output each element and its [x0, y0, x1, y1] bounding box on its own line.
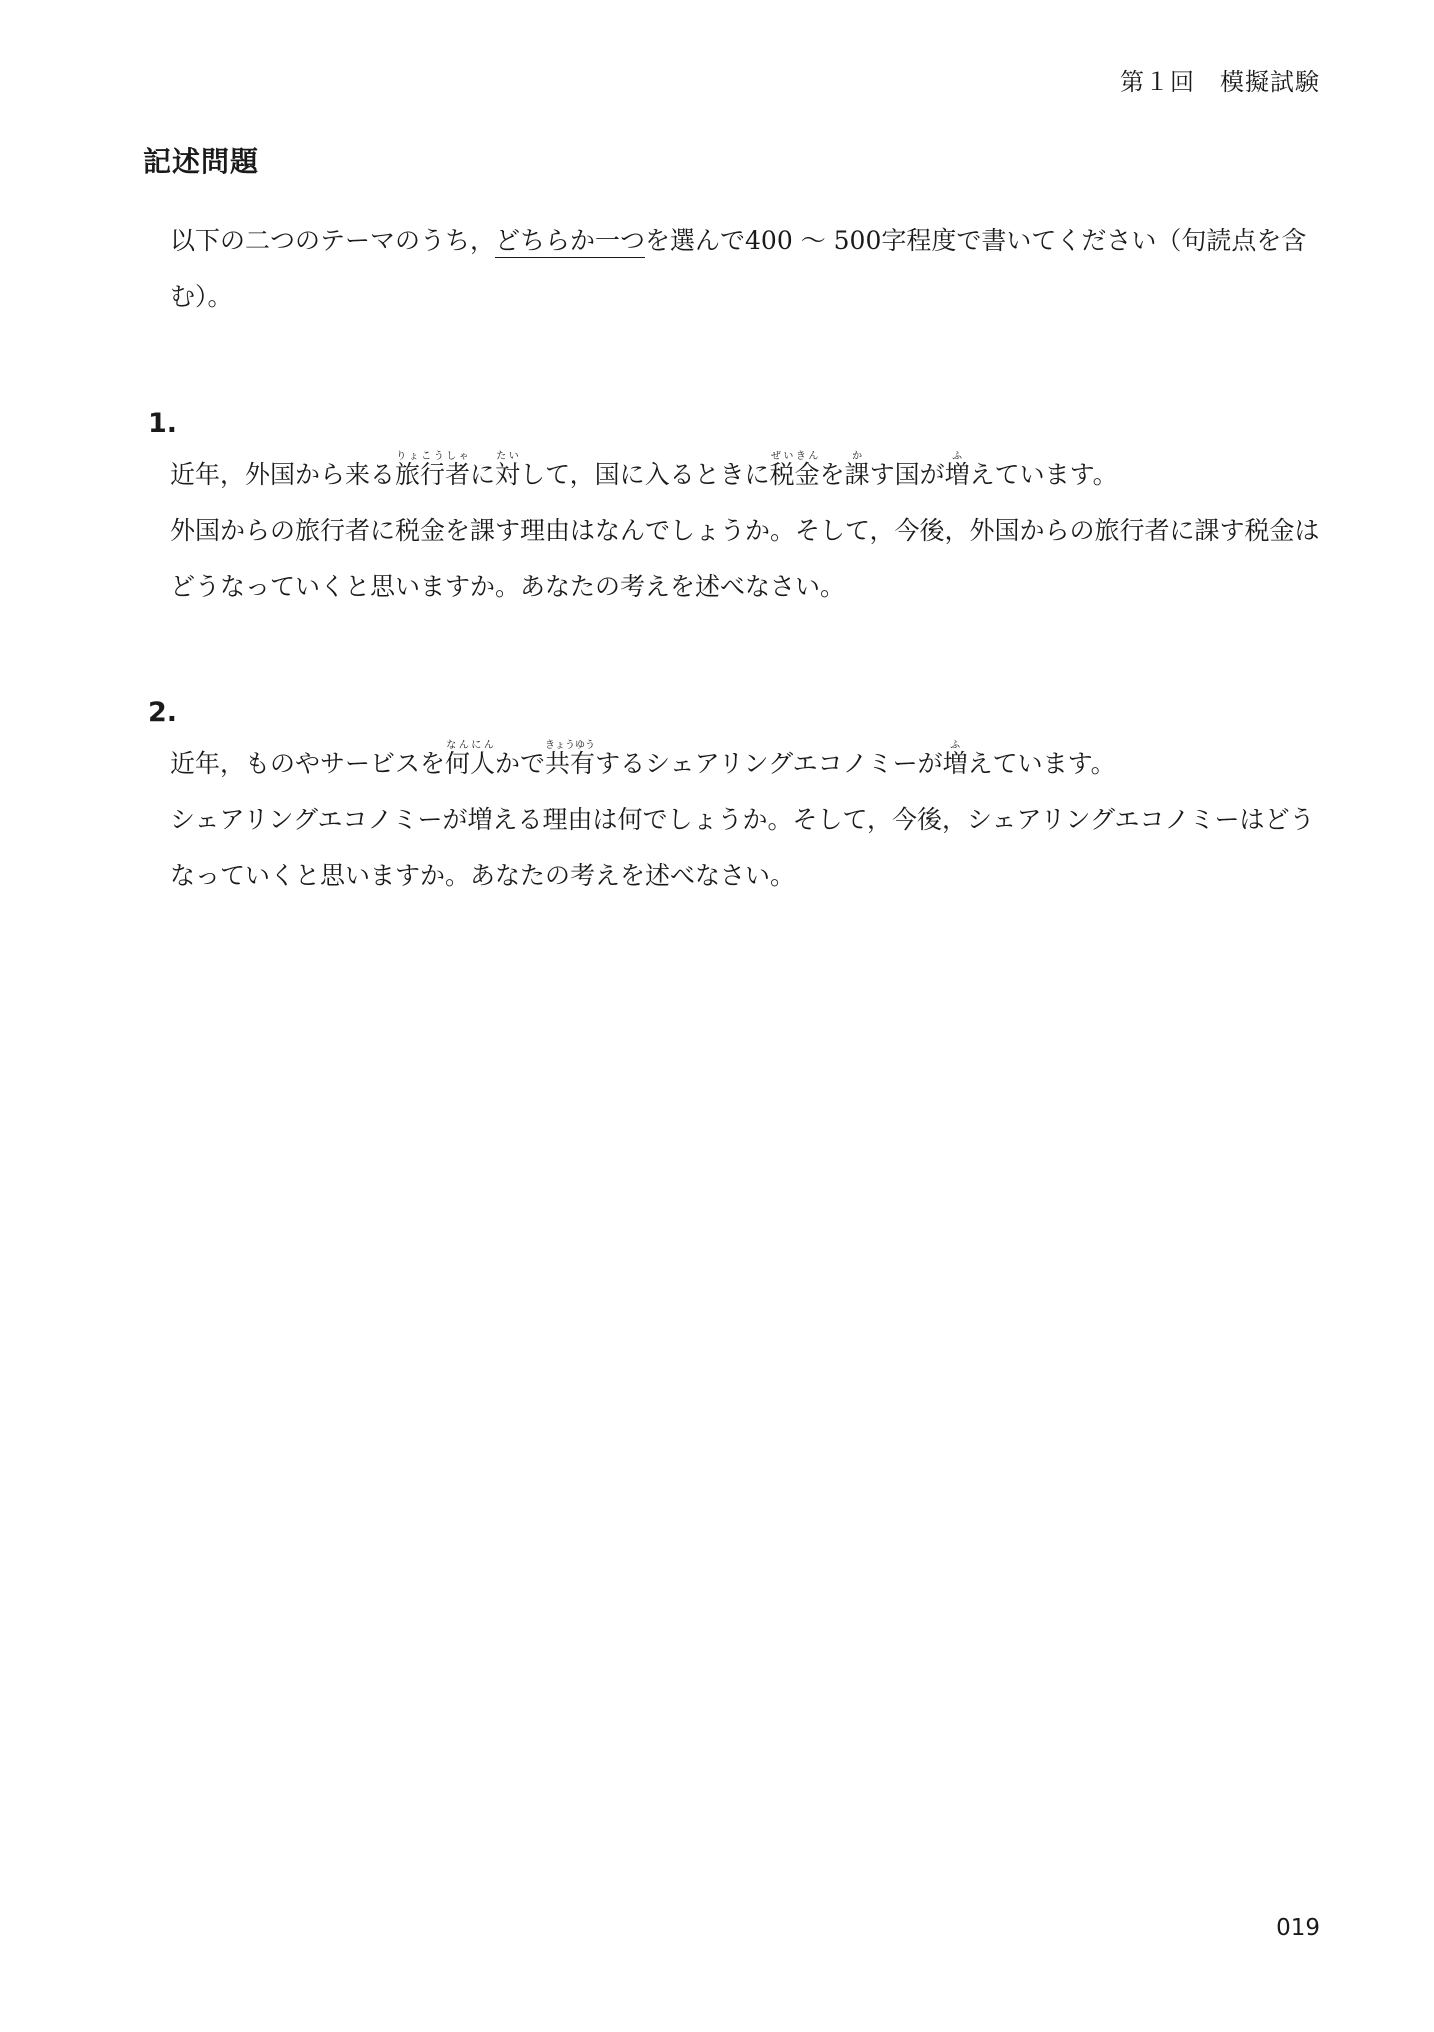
ruby-fu: [942, 740, 968, 778]
page-number: 019: [1276, 1915, 1320, 1941]
question-2-line-1: [143, 736, 1323, 792]
q1-text: に: [470, 460, 496, 489]
furigana: きょうゆう: [545, 740, 596, 751]
instructions-underlined: どちらか一つ: [495, 226, 645, 258]
furigana: か: [844, 451, 870, 462]
section-title: 記述問題: [143, 145, 260, 178]
furigana: ふ: [944, 451, 970, 462]
ruby-base: 増: [942, 749, 968, 778]
question-1-body: [143, 447, 1323, 615]
furigana: なんにん: [445, 740, 496, 751]
furigana: たい: [495, 451, 521, 462]
instructions: [143, 213, 1350, 325]
question-2-body: [143, 736, 1323, 904]
question-1-line-1: [143, 447, 1323, 503]
page-header: 第１回 模擬試験: [1120, 68, 1320, 96]
ruby-ryokousha: [395, 451, 471, 489]
ruby-base: 旅行者: [395, 460, 471, 489]
ruby-tai: [495, 451, 521, 489]
instructions-text-before: 以下の二つのテーマのうち，: [170, 226, 496, 255]
ruby-base: 税金: [769, 460, 820, 489]
furigana: ぜいきん: [769, 451, 820, 462]
ruby-base: 課: [844, 460, 870, 489]
instructions-text-after: を選んで400 ～ 500字程度で書いてください（句読点を含む）。: [170, 226, 1307, 311]
q1-text: す国が: [869, 460, 945, 489]
ruby-base: 共有: [545, 749, 596, 778]
ruby-base: 増: [944, 460, 970, 489]
furigana: ふ: [942, 740, 968, 751]
q2-text: えています。: [967, 749, 1116, 778]
q1-text: して，国に入るときに: [520, 460, 770, 489]
ruby-base: 対: [495, 460, 521, 489]
question-1-paragraph-2: 外国からの旅行者に税金を課す理由はなんでしょうか。そして，今後，外国からの旅行者に課す税金はどうなっていくと思いますか。あなたの考えを述べなさい。: [170, 516, 1320, 601]
q2-text: するシェアリングエコノミーが: [595, 749, 943, 778]
q1-text: を: [819, 460, 845, 489]
question-1-number: 1.: [148, 408, 178, 439]
ruby-base: 何人: [445, 749, 496, 778]
question-2-paragraph-2: シェアリングエコノミーが増える理由は何でしょうか。そして，今後，シェアリングエコノミーはどうなっていくと思いますか。あなたの考えを述べなさい。: [170, 805, 1315, 890]
q2-text: かで: [495, 749, 546, 778]
q1-text: 近年，外国から来る: [170, 460, 396, 489]
ruby-zeikin: [769, 451, 820, 489]
ruby-nannin: [445, 740, 496, 778]
ruby-kyouyuu: [545, 740, 596, 778]
ruby-fu: [944, 451, 970, 489]
q1-text: えています。: [969, 460, 1118, 489]
question-2-number: 2.: [148, 697, 178, 728]
q2-text: 近年，ものやサービスを: [170, 749, 446, 778]
furigana: りょこうしゃ: [395, 451, 471, 462]
ruby-ka: [844, 451, 870, 489]
